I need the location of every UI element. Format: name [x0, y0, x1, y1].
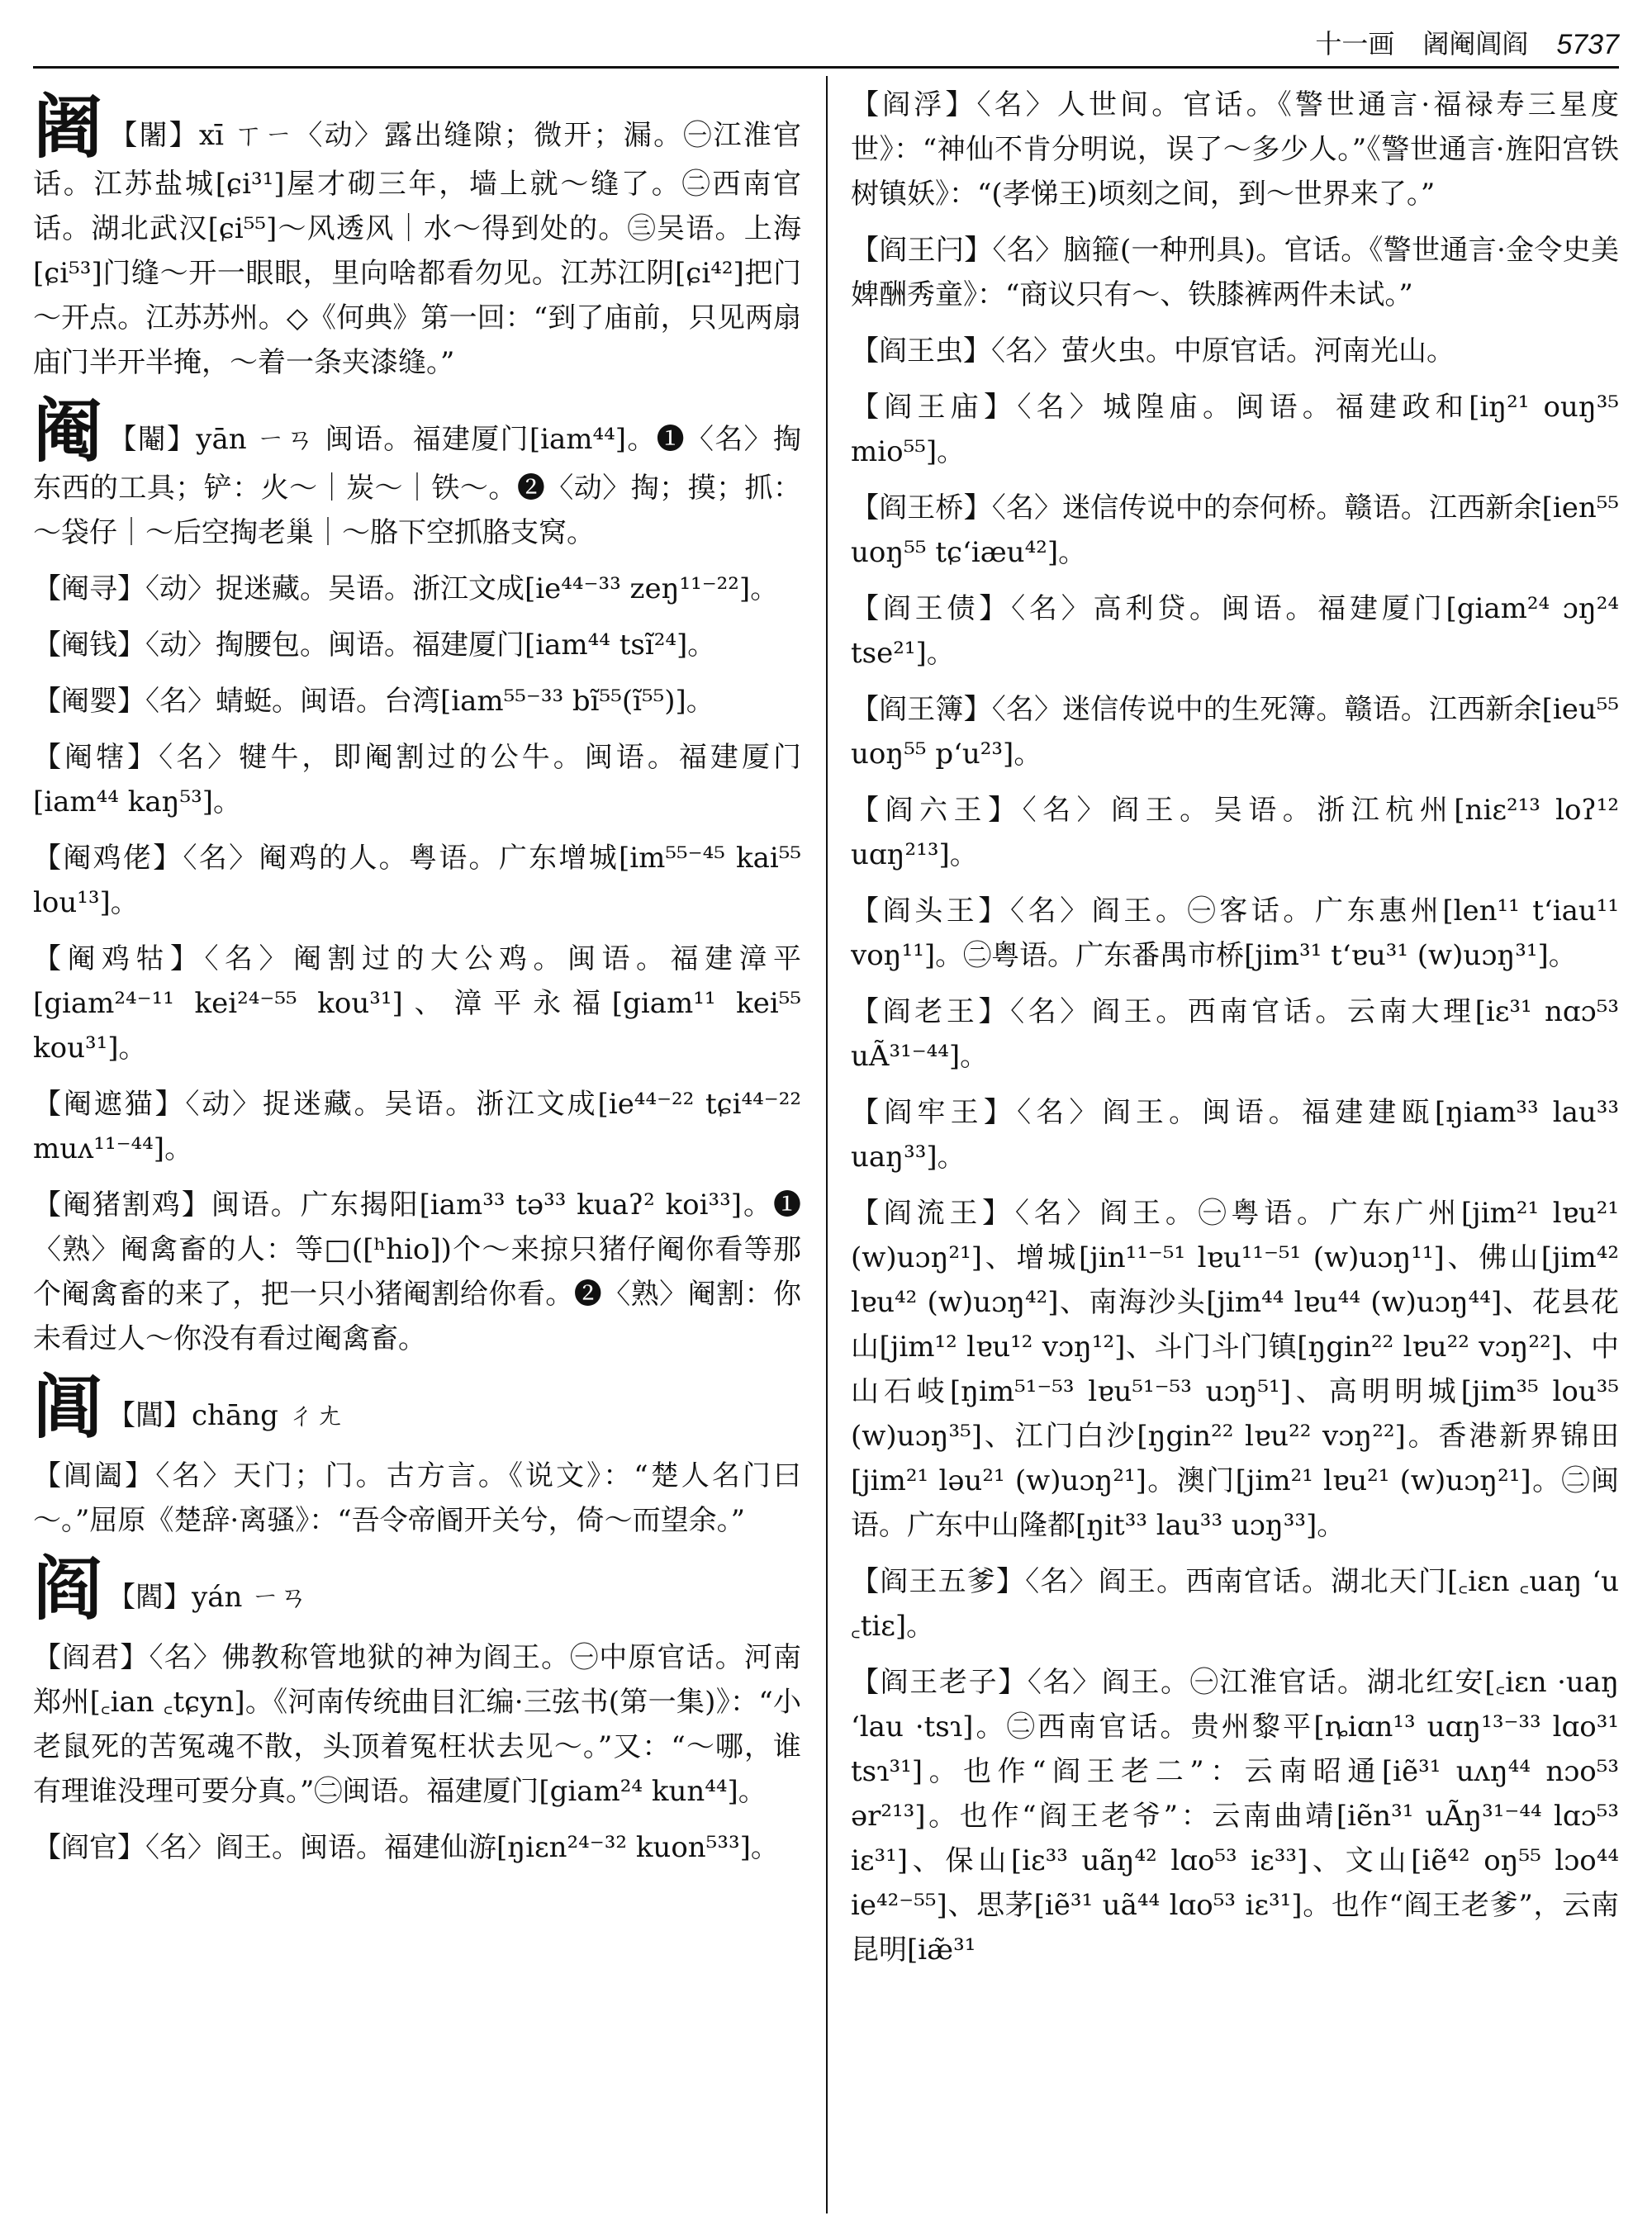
entry: 【阎王债】〈名〉高利贷。闽语。福建厦门[giam²⁴ ɔŋ²⁴ tse²¹]。 [851, 592, 1619, 670]
entry: 【阎王庙】〈名〉城隍庙。闽语。福建政和[iŋ²¹ ouŋ³⁵ mio⁵⁵]。 [851, 391, 1619, 468]
header-rule [33, 66, 1619, 69]
entry-head [33, 1366, 801, 1448]
headword-char: 阇 [33, 86, 105, 168]
entry: 【阎官】〈名〉阎王。闽语。福建仙游[ŋiɛn²⁴⁻³² kuon⁵³³]。 [33, 1831, 779, 1864]
entry: 【阎王桥】〈名〉迷信传说中的奈何桥。赣语。江西新余[ien⁵⁵ uoŋ⁵⁵ tɕʻiæu⁴²]。 [851, 491, 1619, 569]
entry-text: 【閻】yán ㄧㄢ [107, 1581, 308, 1614]
column-divider [826, 76, 828, 2213]
entry: 【阎流王】〈名〉阎王。㊀粤语。广东广州[jim²¹ lɐu²¹ (w)uɔŋ²¹]、增城[jin¹¹⁻⁵¹ lɐu¹¹⁻⁵¹ (w)uɔŋ¹¹]、佛山[jim⁴² lɐu⁴² (w)uɔŋ⁴²]、南海沙头[jim⁴⁴ lɐu⁴⁴ (w)uɔŋ⁴⁴]、花县花山[jim¹² lɐu¹² vɔŋ¹²]、斗门斗门镇[ŋgin²² lɐu²² vɔŋ²²]、中山石岐[ŋim⁵¹⁻⁵³ lɐu⁵¹⁻⁵³ uɔŋ⁵¹]、高明明城[jim³⁵ lou³⁵ (w)uɔŋ³⁵]、江门白沙[ŋgin²² lɐu²² vɔŋ²²]。香港新界锦田[jim²¹ ləu²¹ (w)uɔŋ²¹]。澳门[jim²¹ lɐu²¹ (w)uɔŋ²¹]。㊁闽语。广东中山隆都[ŋit³³ lau³³ uɔŋ³³]。 [851, 1197, 1619, 1542]
entry: 【阉钱】〈动〉掏腰包。闽语。福建厦门[iam⁴⁴ tsĩ²⁴]。 [33, 629, 716, 662]
entry: 【阉鸡佬】〈名〉阉鸡的人。粤语。广东增城[im⁵⁵⁻⁴⁵ kai⁵⁵ lou¹³]。 [33, 842, 801, 919]
entry-text: 【閹】yān ㄧㄢ 闽语。福建厦门[iam⁴⁴]。❶〈名〉掏东西的工具；铲：火～｜炭～｜铁～。❷〈动〉掏；摸；抓：～袋仔｜～后空掏老巢｜～胳下空抓胳支窝。 [33, 423, 801, 549]
running-header [33, 18, 1619, 61]
right-column [851, 83, 1619, 1984]
entry: 【阎老王】〈名〉阎王。西南官话。云南大理[iɛ³¹ nɑɔ⁵³ uÃ³¹⁻⁴⁴]。 [851, 995, 1619, 1073]
entry-head [33, 390, 801, 555]
entry: 【阎王闩】〈名〉脑箍(一种刑具)。官话。《警世通言·金令史美婢酬秀童》：“商议只有～、铁膝裤两件未试。” [851, 234, 1619, 311]
header-chars: 阇阉阊阎 [1422, 28, 1529, 59]
entry: 【阎浮】〈名〉人世间。官话。《警世通言·福禄寿三星度世》：“神仙不肯分明说，误了～多少人。”《警世通言·旌阳宫铁树镇妖》：“(孝悌王)顷刻之间，到～世界来了。” [851, 88, 1619, 211]
entry: 【阉婴】〈名〉蜻蜓。闽语。台湾[iam⁵⁵⁻³³ bĩ⁵⁵(ĩ⁵⁵)]。 [33, 685, 714, 718]
entry: 【阉遮猫】〈动〉捉迷藏。吴语。浙江文成[ie⁴⁴⁻²² tɕi⁴⁴⁻²² muʌ¹¹⁻⁴⁴]。 [33, 1088, 801, 1165]
entry-head [33, 1548, 801, 1630]
entry-text: 【闍】xī ㄒㄧ〈动〉露出缝隙；微开；漏。㊀江淮官话。江苏盐城[ɕi³¹]屋才砌三年，墙上就～缝了。㊁西南官话。湖北武汉[ɕi⁵⁵]～风透风｜水～得到处的。㊂吴语。上海[ɕi⁵³]门缝～开一眼眼，里向啥都看勿见。江苏江阴[ɕi⁴²]把门～开点。江苏苏州。◇《何典》第一回：“到了庙前，只见两扇庙门半开半掩，～着一条夹漆缝。” [33, 119, 801, 379]
entry: 【阎六王】〈名〉阎王。吴语。浙江杭州[niɛ²¹³ loʔ¹² uɑŋ²¹³]。 [851, 794, 1619, 871]
page-number: 5737 [1556, 29, 1619, 60]
entry: 【阎头王】〈名〉阎王。㊀客话。广东惠州[len¹¹ tʻiau¹¹ voŋ¹¹]。㊁粤语。广东番禺市桥[jim³¹ tʻɐu³¹ (w)uɔŋ³¹]。 [851, 894, 1619, 972]
headword-char: 阉 [33, 390, 104, 472]
entry: 【阊阖】〈名〉天门；门。古方言。《说文》：“楚人名门曰～。”屈原《楚辞·离骚》：“吾令帝阍开关兮，倚～而望余。” [33, 1459, 801, 1537]
entry: 【阉寻】〈动〉捉迷藏。吴语。浙江文成[ie⁴⁴⁻³³ zeŋ¹¹⁻²²]。 [33, 572, 779, 605]
entry: 【阎王簿】〈名〉迷信传说中的生死簿。赣语。江西新余[ieu⁵⁵ uoŋ⁵⁵ pʻu²³]。 [851, 693, 1619, 771]
left-column [33, 83, 801, 1881]
entry: 【阉鸡牯】〈名〉阉割过的大公鸡。闽语。福建漳平[giam²⁴⁻¹¹ kei²⁴⁻⁵⁵ kou³¹]、漳平永福[giam¹¹ kei⁵⁵ kou³¹]。 [33, 942, 801, 1065]
entry: 【阎王五爹】〈名〉阎王。西南官话。湖北天门[꜀iɛn ꜀uaŋ ʻu ꜀tiɛ]。 [851, 1565, 1619, 1643]
headword-char: 阎 [33, 1548, 103, 1630]
entry: 【阉猪割鸡】闽语。广东揭阳[iam³³ tə³³ kuaʔ² koi³³]。❶〈熟〉阉禽畜的人：等□([ʰhio])个～来掠只猪仔阉你看等那个阉禽畜的来了，把一只小猪阉割给你看。❷〈熟〉阉割：你未看过人～你没有看过阉禽畜。 [33, 1189, 801, 1355]
entry: 【阎牢王】〈名〉阎王。闽语。福建建瓯[ŋiam³³ lau³³ uaŋ³³]。 [851, 1096, 1619, 1174]
entry: 【阎君】〈名〉佛教称管地狱的神为阎王。㊀中原官话。河南郑州[꜀ian ꜀tɕyn]。《河南传统曲目汇编·三弦书(第一集)》：“小老鼠死的苦冤魂不散，头顶着冤枉状去见～。”又：“～哪，谁有理谁没理可要分真。”㊁闽语。福建厦门[giam²⁴ kun⁴⁴]。 [33, 1641, 801, 1808]
entry-head [33, 86, 801, 385]
headword-char: 阊 [33, 1366, 103, 1448]
entry: 【阉犗】〈名〉犍牛，即阉割过的公牛。闽语。福建厦门[iam⁴⁴ kaŋ⁵³]。 [33, 741, 801, 818]
header-section: 十一画 [1315, 28, 1395, 59]
entry: 【阎王虫】〈名〉萤火虫。中原官话。河南光山。 [851, 334, 1455, 368]
entry: 【阎王老子】〈名〉阎王。㊀江淮官话。湖北红安[꜀iɛn ·uaŋ ʻlau ·tsɿ]。㊁西南官话。贵州黎平[ȵiɑn¹³ uɑŋ¹³⁻³³ lɑo³¹ tsɿ³¹]。也作“阎王老二”：云南昭通[iẽ³¹ uʌŋ⁴⁴ nɔo⁵³ ər²¹³]。也作“阎王老爷”：云南曲靖[iẽn³¹ uÃŋ³¹⁻⁴⁴ lɑɔ⁵³ iɛ³¹]、保山[iɛ³³ uãŋ⁴² lɑo⁵³ iɛ³³]、文山[iẽ⁴² oŋ⁵⁵ lɔo⁴⁴ ie⁴²⁻⁵⁵]、思茅[iẽ³¹ uã⁴⁴ lɑo⁵³ iɛ³¹]。也作“阎王老爹”，云南昆明[iæ̃³¹ [851, 1666, 1619, 1967]
entry-text: 【閶】chāng ㄔㄤ [107, 1399, 344, 1432]
